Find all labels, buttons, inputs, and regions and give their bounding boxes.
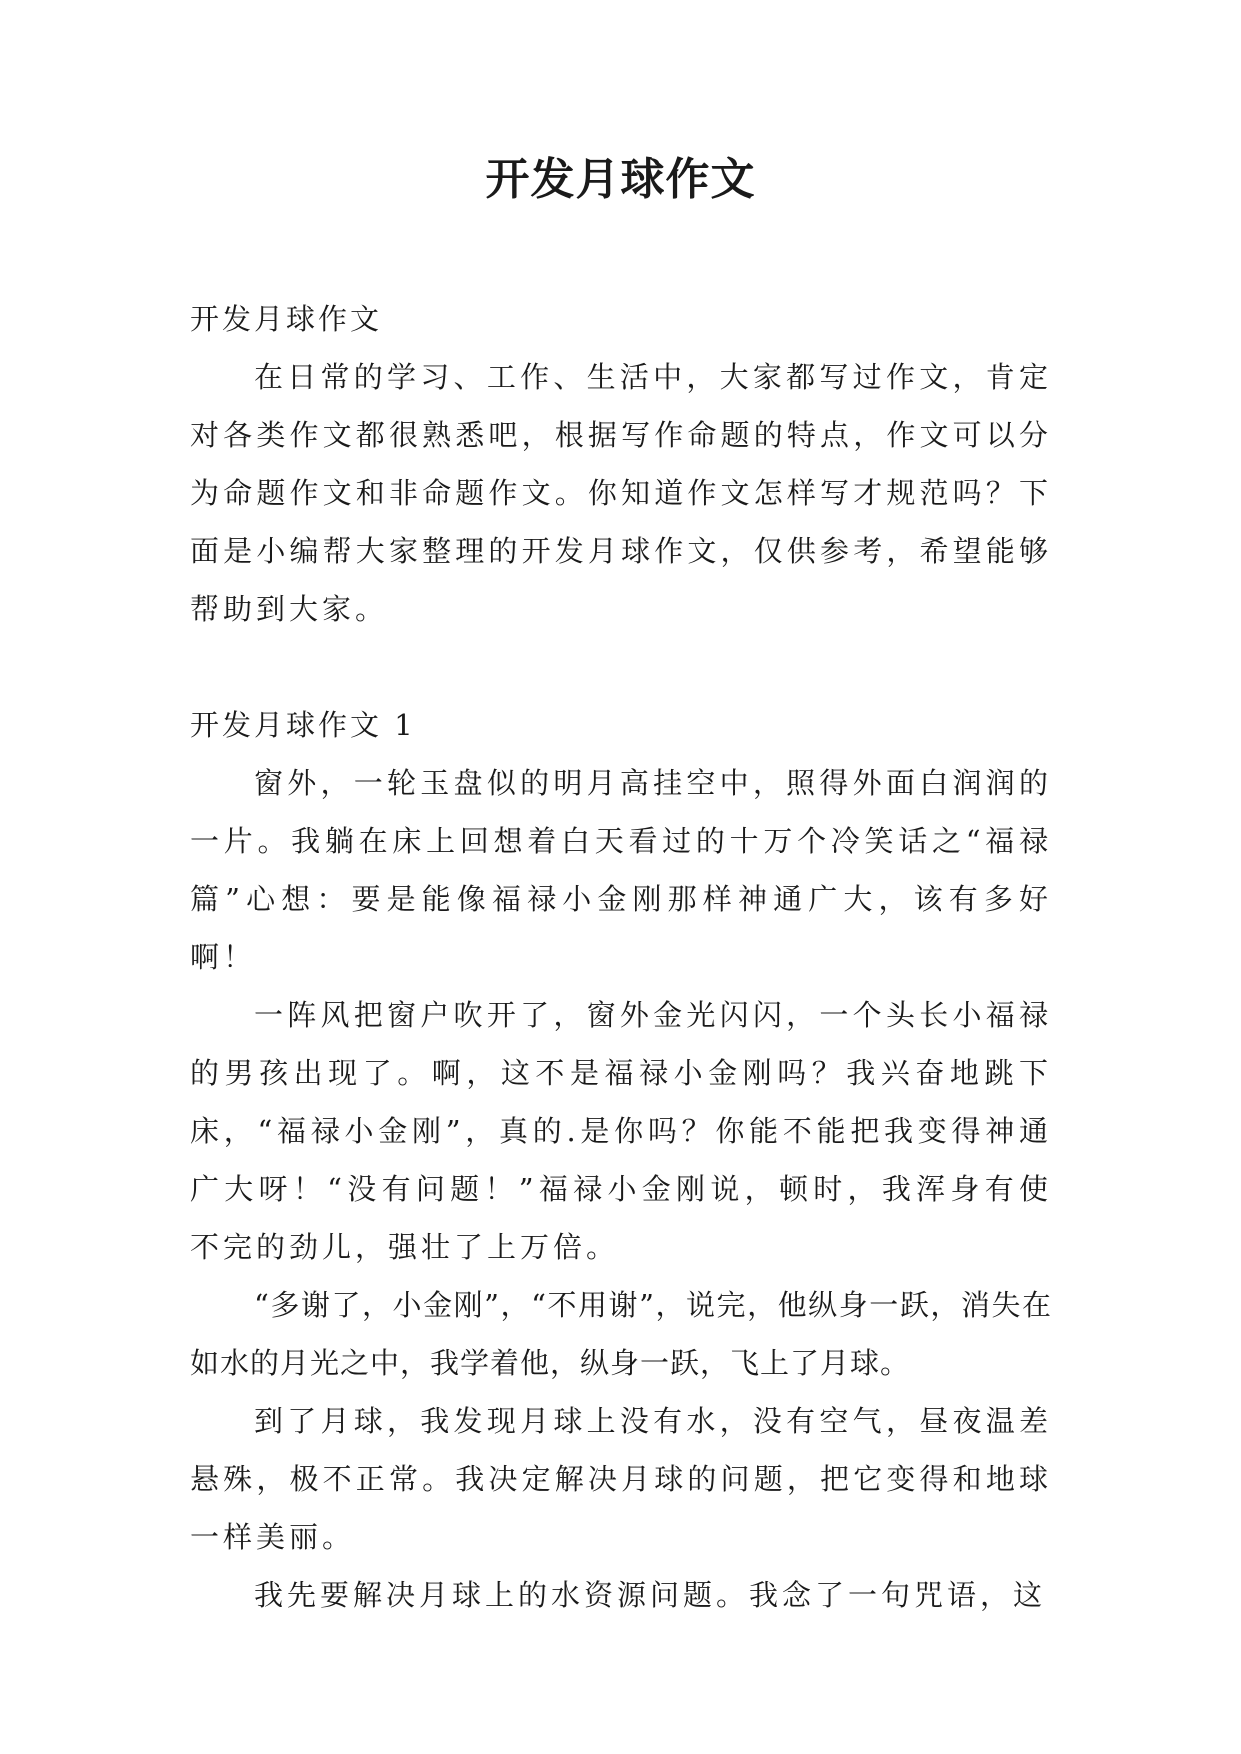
document-body <box>190 290 1052 1624</box>
paragraph: 窗外，一轮玉盘似的明月高挂空中，照得外面白润润的一片。我躺在床上回想着白天看过的十万个冷笑话之“福禄篇”心想：要是能像福禄小金刚那样神通广大，该有多好啊！ <box>190 766 1052 974</box>
document-title: 开发月球作文 <box>485 154 756 205</box>
section-gap <box>190 638 1052 696</box>
subtitle: 开发月球作文 <box>190 302 383 336</box>
paragraph: 到了月球，我发现月球上没有水，没有空气，昼夜温差悬殊，极不正常。我决定解决月球的问题，把它变得和地球一样美丽。 <box>190 1404 1052 1554</box>
intro-paragraph: 在日常的学习、工作、生活中，大家都写过作文，肯定对各类作文都很熟悉吧，根据写作命题的特点，作文可以分为命题作文和非命题作文。你知道作文怎样写才规范吗？下面是小编帮大家整理的开发月球作文，仅供参考，希望能够帮助到大家。 <box>190 360 1052 626</box>
paragraph: 一阵风把窗户吹开了，窗外金光闪闪，一个头长小福禄的男孩出现了。啊，这不是福禄小金刚吗？我兴奋地跳下床，“福禄小金刚”，真的.是你吗？你能不能把我变得神通广大呀！“没有问题！”福禄小金刚说，顿时，我浑身有使不完的劲儿，强壮了上万倍。 <box>190 998 1052 1264</box>
paragraph: “多谢了，小金刚”，“不用谢”，说完，他纵身一跃，消失在如水的月光之中，我学着他，纵身一跃，飞上了月球。 <box>190 1288 1052 1380</box>
section-heading: 开发月球作文 1 <box>190 708 416 742</box>
paragraph: 我先要解决月球上的水资源问题。我念了一句咒语，这 <box>254 1578 1047 1612</box>
